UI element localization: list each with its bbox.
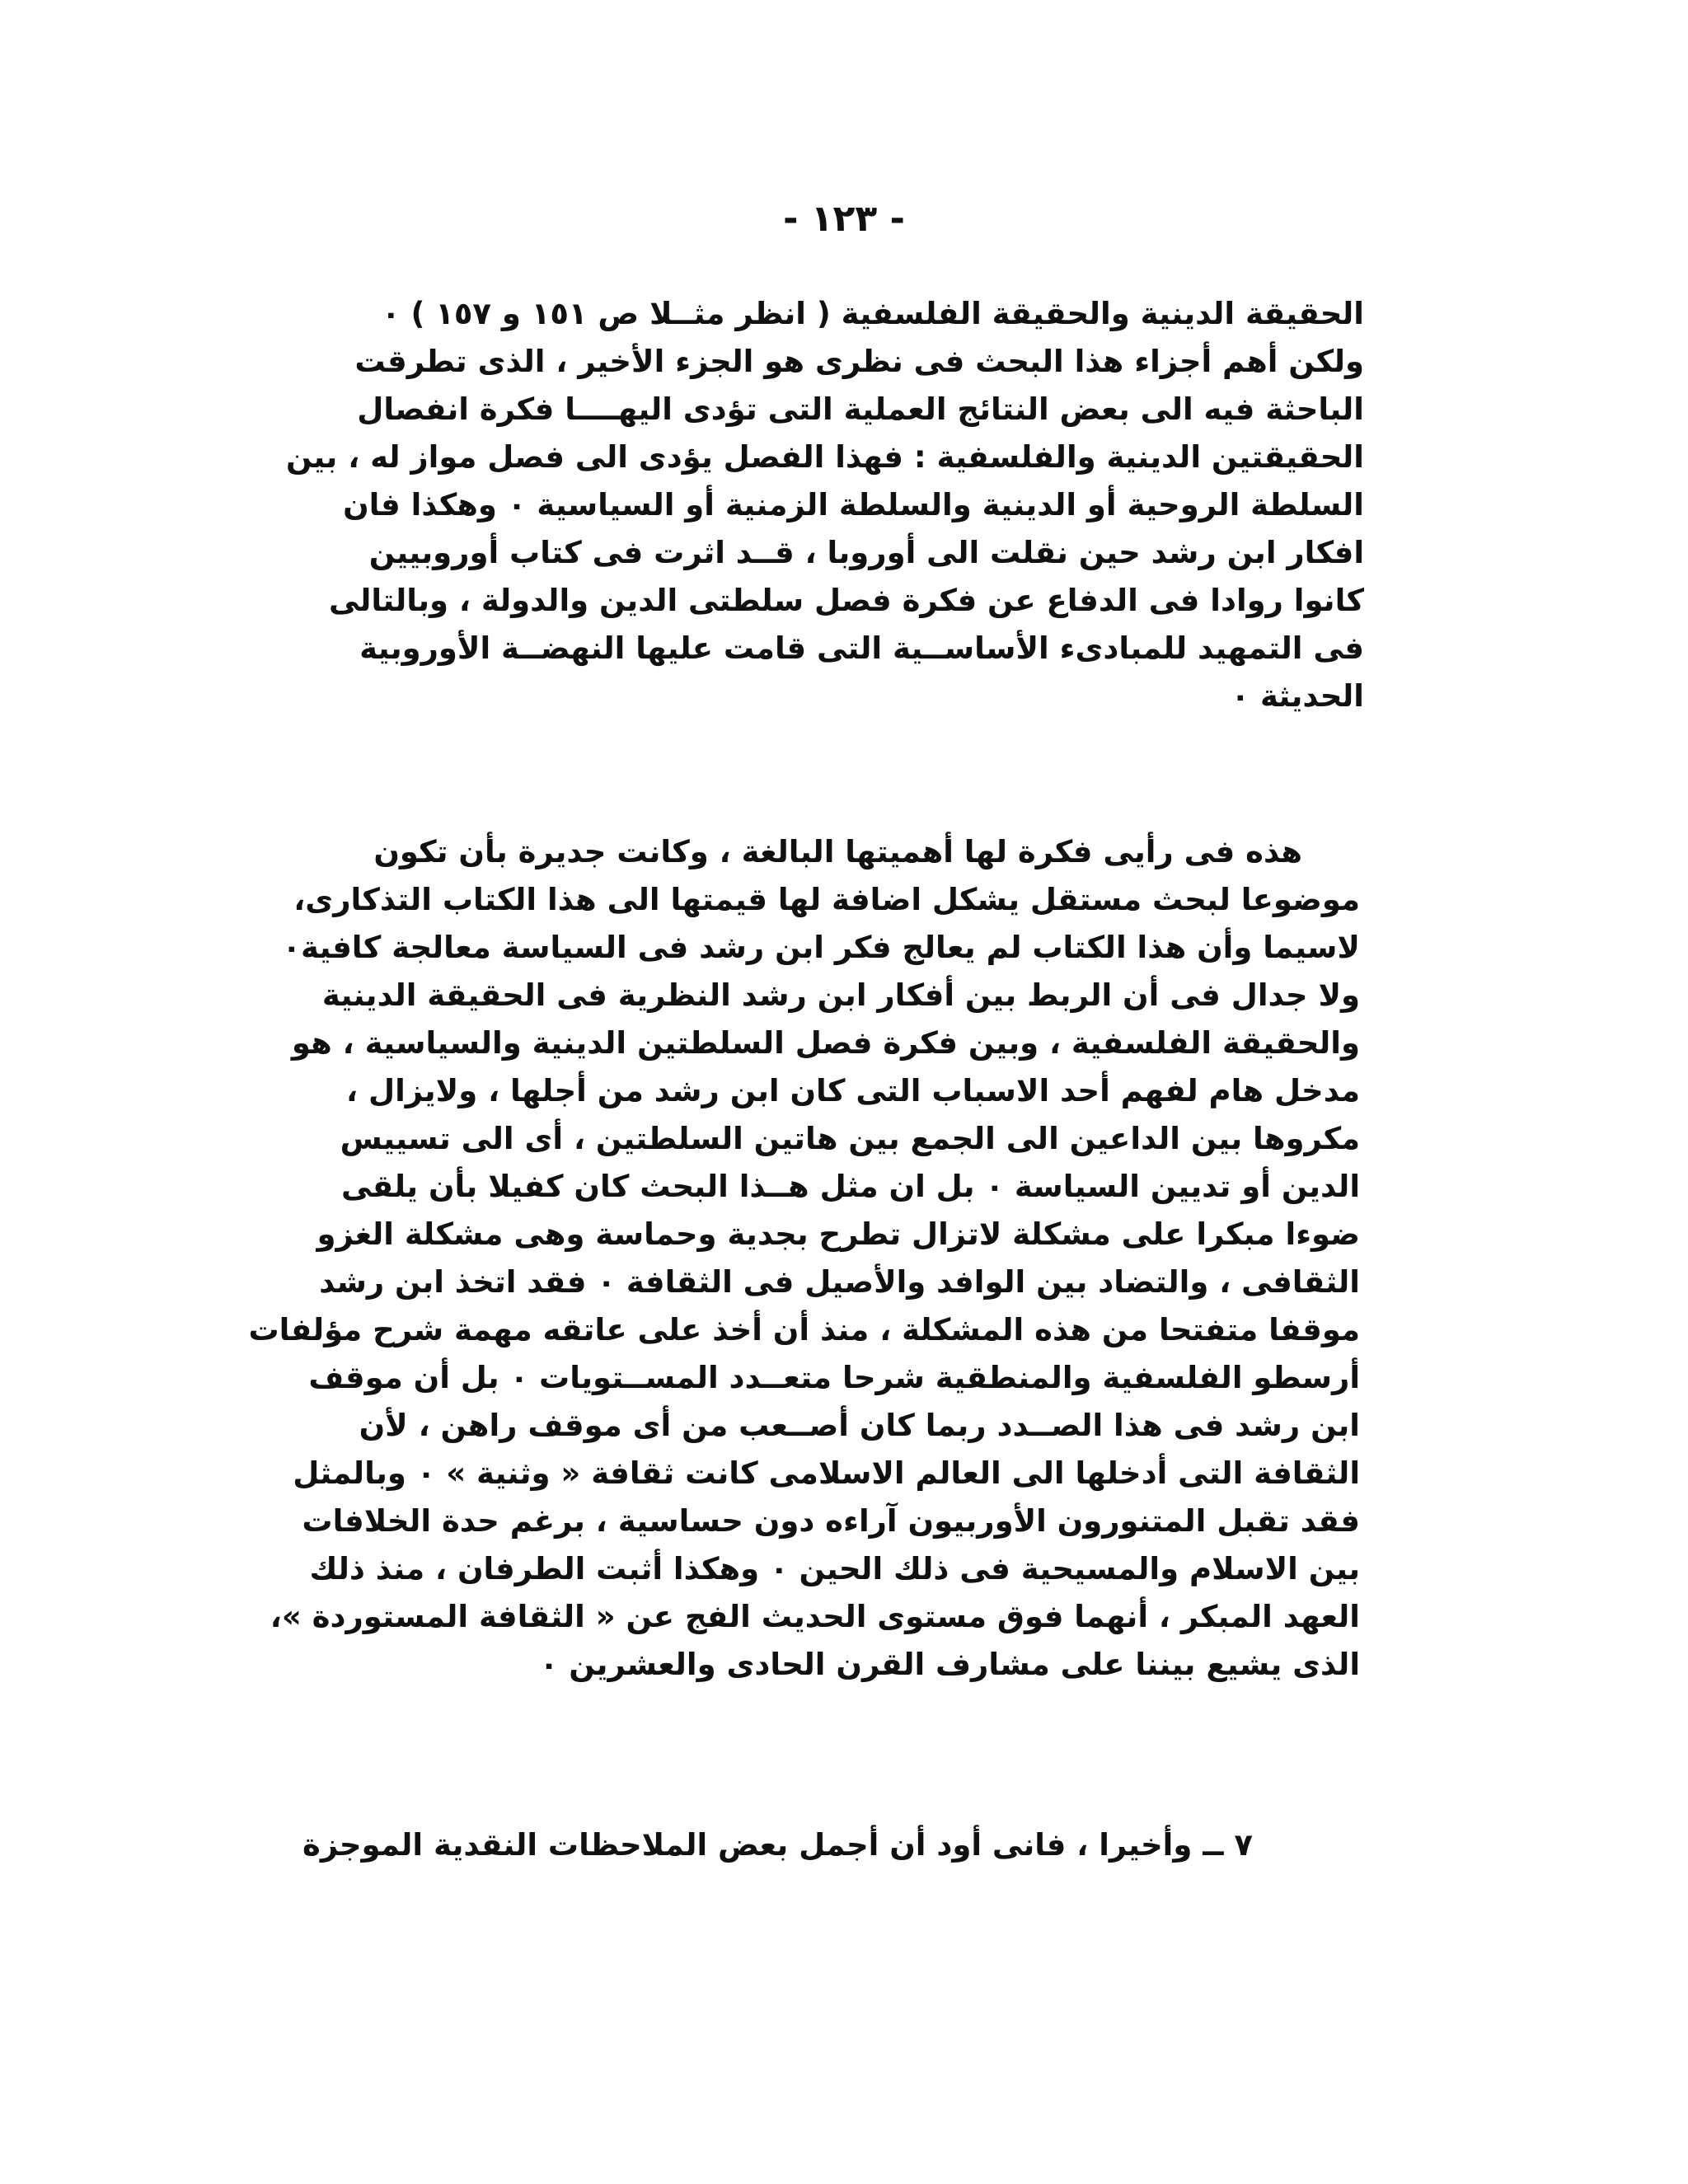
- text-line: أرسطو الفلسفية والمنطقية شرحا متعــدد المســتويات ٠ بل أن موقف: [308, 1360, 1360, 1395]
- text-line: ولا جدال فى أن الربط بين أفكار ابن رشد النظرية فى الحقيقة الدينية: [321, 977, 1360, 1013]
- text-line: ٧ ــ وأخيرا ، فانى أود أن أجمل بعض الملاحظات النقدية الموجزة: [302, 1827, 1253, 1863]
- text-line: الثقافى ، والتضاد بين الوافد والأصيل فى الثقافة ٠ فقد اتخذ ابن رشد: [319, 1264, 1360, 1300]
- text-line: كانوا روادا فى الدفاع عن فكرة فصل سلطتى الدين والدولة ، وبالتالى: [329, 583, 1364, 618]
- text-line: السلطة الروحية أو الدينية والسلطة الزمنية أو السياسية ٠ وهكذا فان: [343, 487, 1364, 523]
- paragraph-1: [286, 290, 1364, 720]
- text-line: لاسيما وأن هذا الكتاب لم يعالج فكر ابن رشد فى السياسة معالجة كافية٠: [282, 930, 1360, 965]
- text-line: موضوعا لبحث مستقل يشكل اضافة لها قيمتها الى هذا الكتاب التذكارى،: [293, 882, 1360, 917]
- text-line: بين الاسلام والمسيحية فى ذلك الحين ٠ وهكذا أثبت الطرفان ، منذ ذلك: [309, 1551, 1360, 1586]
- paragraph-3: [302, 1821, 1253, 1869]
- text-line: موقفا متفتحا من هذه المشكلة ، منذ أن أخذ على عاتقه مهمة شرح مؤلفات: [248, 1312, 1360, 1347]
- text-line: فقد تقبل المتنورون الأوربيون آراءه دون حساسية ، برغم حدة الخلافات: [302, 1503, 1360, 1539]
- text-line: الباحثة فيه الى بعض النتائج العملية التى تؤدى اليهــــا فكرة انفصال: [357, 391, 1364, 427]
- text-line: ابن رشد فى هذا الصــدد ربما كان أصــعب من أى موقف راهن ، لأن: [359, 1408, 1360, 1443]
- text-line: الدين أو تديين السياسة ٠ بل ان مثل هــذا البحث كان كفيلا بأن يلقى: [341, 1169, 1360, 1204]
- text-line: الحديثة ٠: [1231, 678, 1364, 714]
- text-line: العهد المبكر ، أنهما فوق مستوى الحديث الفج عن « الثقافة المستوردة »،: [270, 1599, 1360, 1634]
- page-number: - ١٢٣ -: [783, 198, 905, 240]
- text-line: مدخل هام لفهم أحد الاسباب التى كان ابن رشد من أجلها ، ولايزال ،: [346, 1073, 1360, 1108]
- paragraph-2: [248, 828, 1360, 1689]
- text-line: افكار ابن رشد حين نقلت الى أوروبا ، قــد اثرت فى كتاب أوروبيين: [368, 535, 1364, 570]
- text-line: ولكن أهم أجزاء هذا البحث فى نظرى هو الجزء الأخير ، الذى تطرقت: [354, 344, 1364, 379]
- text-line: ضوءا مبكرا على مشكلة لاتزال تطرح بجدية وحماسة وهى مشكلة الغزو: [316, 1216, 1360, 1252]
- text-line: فى التمهيد للمبادىء الأساســية التى قامت عليها النهضــة الأوروبية: [359, 630, 1364, 666]
- text-line: الذى يشيع بيننا على مشارف القرن الحادى والعشرين ٠: [539, 1647, 1360, 1682]
- text-line: الحقيقة الدينية والحقيقة الفلسفية ( انظر مثــلا ص ١٥١ و ١٥٧ ) ٠: [381, 296, 1364, 331]
- text-line: والحقيقة الفلسفية ، وبين فكرة فصل السلطتين الدينية والسياسية ، هو: [291, 1025, 1360, 1061]
- text-line: الثقافة التى أدخلها الى العالم الاسلامى كانت ثقافة « وثنية » ٠ وبالمثل: [293, 1455, 1360, 1491]
- text-line: الحقيقتين الدينية والفلسفية : فهذا الفصل يؤدى الى فصل مواز له ، بين: [286, 439, 1364, 475]
- text-line: مكروها بين الداعين الى الجمع بين هاتين السلطتين ، أى الى تسييس: [340, 1121, 1360, 1156]
- text-line: هذه فى رأيى فكرة لها أهميتها البالغة ، وكانت جديرة بأن تكون: [373, 834, 1302, 869]
